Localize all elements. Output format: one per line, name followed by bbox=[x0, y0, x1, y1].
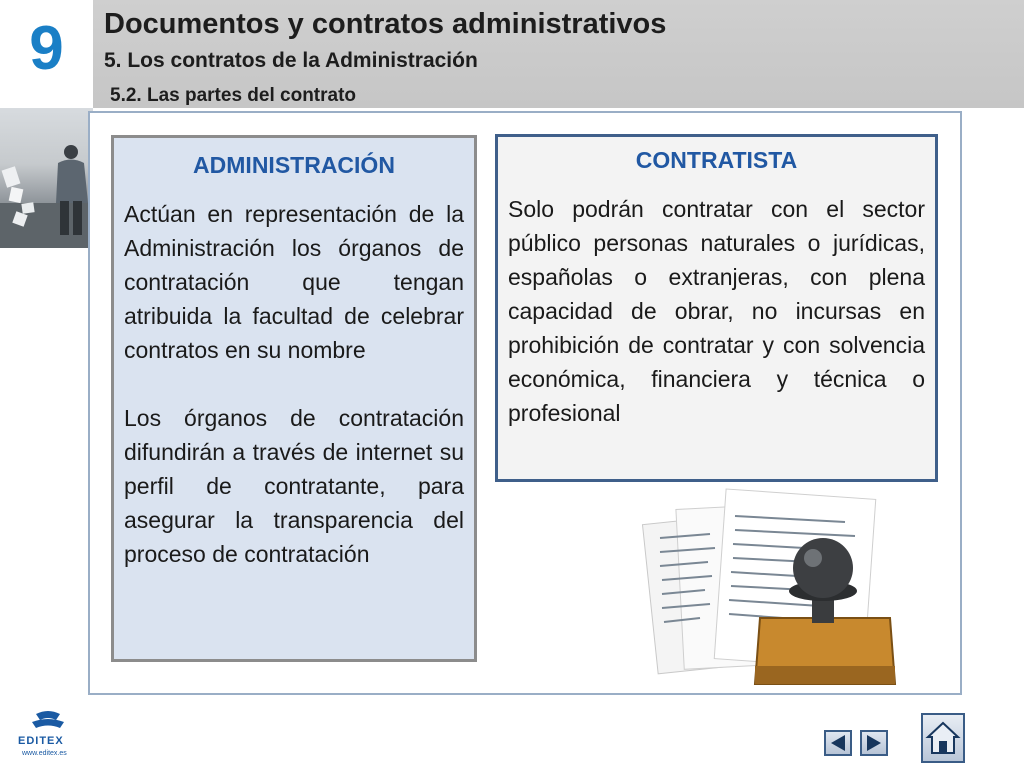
home-icon bbox=[923, 715, 963, 761]
triangle-left-icon bbox=[826, 732, 850, 754]
previous-slide-button[interactable] bbox=[824, 730, 852, 756]
editex-logo-text: EDITEX bbox=[18, 735, 64, 747]
home-button[interactable] bbox=[921, 713, 965, 763]
triangle-right-icon bbox=[862, 732, 886, 754]
chapter-badge bbox=[0, 0, 93, 108]
next-slide-button[interactable] bbox=[860, 730, 888, 756]
chapter-number: 9 bbox=[29, 14, 64, 83]
section-title: 5.2. Las partes del contrato bbox=[110, 85, 357, 106]
contratista-panel bbox=[495, 134, 938, 482]
editex-url[interactable]: www.editex.es bbox=[22, 750, 67, 757]
contratista-heading: CONTRATISTA bbox=[635, 147, 798, 173]
administracion-paragraph-2: Los órganos de contratación difundirán a través de internet su perfil de contratante, para asegurar la transparencia del proceso de contratación bbox=[124, 405, 464, 567]
administracion-panel bbox=[111, 135, 477, 662]
stamp-documents-illustration bbox=[640, 488, 910, 688]
page-subtitle: 5. Los contratos de la Administración bbox=[104, 49, 478, 72]
administracion-paragraph-1: Actúan en representación de la Administración los órganos de contratación que tengan atribuida la facultad de celebrar contratos en su nombre bbox=[124, 201, 464, 363]
businessman-photo-illustration bbox=[0, 108, 93, 248]
side-photo bbox=[0, 108, 93, 248]
administracion-heading: ADMINISTRACIÓN bbox=[193, 152, 395, 178]
page-title: Documentos y contratos administrativos bbox=[104, 8, 667, 40]
contratista-paragraph: Solo podrán contratar con el sector público personas naturales o jurídicas, españolas o extranjeras, con plena capacidad de obrar, no incursas en prohibición de contratar y con solvencia económica, financiera y técnica o profesional bbox=[508, 196, 925, 426]
